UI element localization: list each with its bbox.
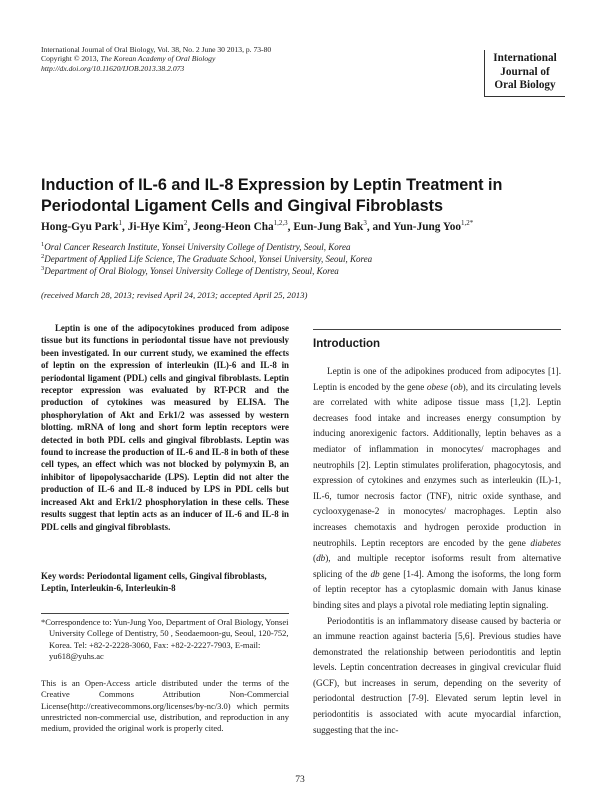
text-run: ( [447,381,454,392]
affiliation-text: Department of Applied Life Science, The Graduate School, Yonsei University, Seoul, Korea [44,254,373,264]
journal-name-box [484,50,565,97]
affiliation-2 [41,253,571,264]
journal-box-line-2: Journal of [500,65,550,78]
copyright-symbol: © [73,54,80,64]
affiliation-text: Department of Oral Biology, Yonsei University College of Dentistry, Seoul, Korea [44,266,339,276]
journal-box-line-3: Oral Biology [494,79,556,92]
author-separator: , [122,220,128,233]
gene-name: diabetes [530,537,561,548]
author-affiliation-marker: 1,2* [461,219,474,227]
page-number: 73 [295,774,305,785]
copyright-year: 2013, [79,54,101,64]
author-list [41,219,571,233]
affiliation-marker: 2 [41,253,45,260]
author-name: Ji-Hye Kim [127,220,184,233]
section-divider [313,329,561,330]
author-affiliation-marker: 2 [183,219,188,227]
keywords: Key words: Periodontal ligament cells, Gingival fibroblasts, Leptin, Interleukin-6, Interleukin-8 [41,571,267,594]
journal-header [41,45,271,73]
affiliation-marker: 3 [41,265,45,272]
affiliation-marker: 1 [41,241,45,248]
author-name: Yun-Jung Yoo [393,220,462,233]
author-affiliation-marker: 1 [118,219,123,227]
text-run: Leptin is one of the adipokines produced from adipocytes [1]. Leptin is encoded by the gene [313,366,561,392]
author-separator: , [287,220,294,233]
affiliation-3 [41,265,571,276]
journal-box-line-1: International [493,52,557,64]
intro-paragraph-2: Periodontitis is an inflammatory disease caused by bacteria or an immune reaction against bacteria [5,6]. Previous studies have demonstrated the relationship between periodontitis and leptin levels. Leptin concentration decreases in gingival crevicular fluid (GCF), but increases in serum, depending on the severity of periodontal destruction [7-9]. Elevated serum leptin level in periodontitis is associated with acute myocardial infarction, suggesting that the inc- [313,615,561,735]
gene-name: obese [426,381,448,392]
text-run: gene [1-4]. Among the isoforms, the long form of leptin receptor has a cytoplasmic domain with Janus kinase binding sites and plays a pivotal role mediating leptin signaling. [313,568,561,610]
open-access-notice: This is an Open-Access article distributed under the terms of the Creative Commons Attribution Non-Commercial License(http://creativecommons.org/licenses/by-nc/3.0) which permits unrestricted non-commercial use, distribution, and reproduction in any medium, provided the original work is properly cited. [41,678,289,734]
copyright-holder: The Korean Academy of Oral Biology [100,54,216,64]
intro-paragraph-1 [313,364,561,614]
gene-name: ob [453,381,463,392]
article-title: Induction of IL-6 and IL-8 Expression by Leptin Treatment in Periodontal Ligament Cells and Gingival Fibroblasts [41,176,503,215]
gene-name: db [316,553,326,564]
author-name: Hong-Gyu Park [41,220,119,233]
author-separator: , [187,220,194,233]
author-name: Eun-Jung Bak [293,220,364,233]
copyright-prefix: Copyright [41,54,74,64]
affiliation-text: Oral Cancer Research Institute, Yonsei University College of Dentistry, Seoul, Korea [44,242,351,252]
text-run: ( [313,553,317,564]
copyright-line [41,54,271,63]
footnote-divider [41,613,289,614]
author-affiliation-marker: 1,2,3 [273,219,288,227]
received-dates: (received March 28, 2013; revised April 24, 2013; accepted April 25, 2013) [41,290,308,300]
author-name: Jeong-Heon Cha [193,220,274,233]
text-run: ), and its circulating levels are correlated with white adipose tissue mass [1,2]. Leptin decreases food intake and increases energy consumption by inducing anorexigenic factors. Additionally, leptin behaves as a mediator of inflammation in monocytes/ macrophages and neutrophils [2]. Leptin stimulates proliferation, phagocytosis, and expression of cytokines and enzymes such as interleukin (IL)-1, IL-6, tumor necrosis factor (TNF), nitric oxide synthase, and cyclooxygenase-2 in monocytes/ macrophages. Leptin also increases chemotaxis and hydrogen peroxide production in neutrophils. Leptin receptors are encoded by the gene [313,381,561,548]
text-run: ), and multiple receptor isoforms result from alternative splicing of the [313,553,561,579]
abstract: Leptin is one of the adipocytokines produced from adipose tissue but its functions in periodontal tissue have not previously been investigated. In our current study, we examined the effects of leptin on the expression of interleukin (IL)-6 and IL-8 in periodontal ligament (PDL) cells and gingival fibroblasts. Leptin receptor expression was evaluated by RT-PCR and the production of cytokines was measured by ELISA. The phosphorylation of Akt and Erk1/2 was assessed by western blotting. mRNA of long and short form leptin receptors were detected in both PDL cells and gingival fibroblasts. Leptin was found to increase the production of IL-6 and IL-8 in both of these cell types, an effect which was not blocked by polymyxin B, an inhibitor of lipopolysaccharide (LPS). Leptin did not alter the production of IL-6 and IL-8 induced by LPS in PDL cells but increased Akt and Erk1/2 phosphorylation in these cells. These results suggest that leptin acts as an inducer of IL-6 and IL-8 in PDL cells and gingival fibroblasts. [41,323,289,532]
author-separator: , and [366,220,394,233]
gene-name: db [370,568,380,579]
affiliation-1 [41,241,571,252]
journal-citation: International Journal of Oral Biology, Vol. 38, No. 2 June 30 2013, p. 73-80 [41,45,272,54]
author-affiliation-marker: 3 [363,219,367,227]
introduction-body [313,364,561,738]
doi-link[interactable]: http://dx.doi.org/10.11620/IJOB.2013.38.2.073 [41,63,185,73]
section-heading-introduction: Introduction [313,338,381,350]
correspondence-footnote: *Correspondence to: Yun-Jung Yoo, Department of Oral Biology, Yonsei University College of Dentistry, 50 , Seodaemoon-gu, Seoul, 120-752, Korea. Tel: +82-2-2228-3060, Fax: +82-2-2227-7903, E-mail: yu618@yuhs.ac [41,617,289,661]
